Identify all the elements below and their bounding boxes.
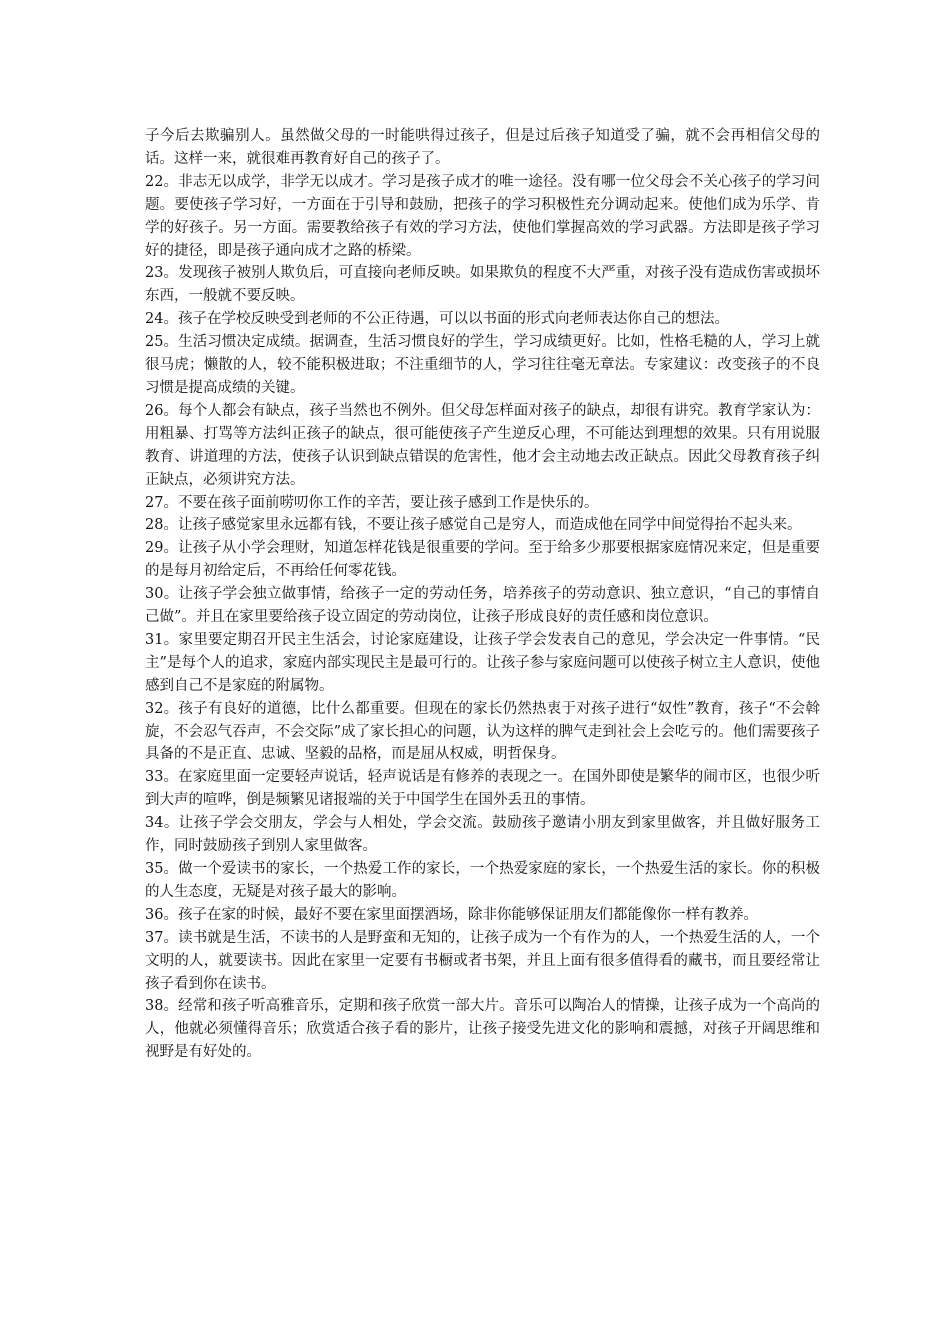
paragraph-item-29: 29。让孩子从小学会理财，知道怎样花钱是很重要的学问。至于给多少那要根据家庭情况来定，但是重要的是每月初给定后，不再给任何零花钱。 xyxy=(145,540,820,580)
paragraph-item-31: 31。家里要定期召开民主生活会，讨论家庭建设，让孩子学会发表自己的意见，学会决定一件事情。“民主”是每个人的追求，家庭内部实现民主是最可行的。让孩子参与家庭问题可以使孩子树立主人意识，使他感到自己不是家庭的附属物。 xyxy=(145,631,820,694)
paragraph-item-33: 33。在家庭里面一定要轻声说话，轻声说话是有修养的表现之一。在国外即使是繁华的闹市区，也很少听到大声的喧哗，倒是频繁见诸报端的关于中国学生在国外丢丑的事情。 xyxy=(145,769,820,809)
paragraph-item-34: 34。让孩子学会交朋友，学会与人相处，学会交流。鼓励孩子邀请小朋友到家里做客，并且做好服务工作，同时鼓励孩子到别人家里做客。 xyxy=(145,815,820,855)
paragraph-item-30: 30。让孩子学会独立做事情，给孩子一定的劳动任务，培养孩子的劳动意识、独立意识，“自己的事情自己做”。并且在家里要给孩子设立固定的劳动岗位，让孩子形成良好的责任感和岗位意识。 xyxy=(145,586,820,626)
paragraph-item-26: 26。每个人都会有缺点，孩子当然也不例外。但父母怎样面对孩子的缺点，却很有讲究。教育学家认为：用粗暴、打骂等方法纠正孩子的缺点，很可能使孩子产生逆反心理，不可能达到理想的效果。只有用说服教育、讲道理的方法，使孩子认识到缺点错误的危害性，他才会主动地去改正缺点。因此父母教育孩子纠正缺点，必须讲究方法。 xyxy=(145,402,820,488)
paragraph-item-25: 25。生活习惯决定成绩。据调查，生活习惯良好的学生，学习成绩更好。比如，性格毛糙的人，学习上就很马虎；懒散的人，较不能积极进取；不注重细节的人，学习往往毫无章法。专家建议：改变孩子的不良习惯是提高成绩的关键。 xyxy=(145,334,820,396)
paragraph-item-22: 22。非志无以成学，非学无以成才。学习是孩子成才的唯一途径。没有哪一位父母会不关心孩子的学习问题。要使孩子学习好，一方面在于引导和鼓励，把孩子的学习积极性充分调动起来。使他们成为乐学、肯学的好孩子。另一方面。需要教给孩子有效的学习方法，使他们掌握高效的学习武器。方法即是孩子学习好的捷径，即是孩子通向成才之路的桥梁。 xyxy=(145,173,820,259)
document-body xyxy=(145,125,820,1064)
paragraph-item-36: 36。孩子在家的时候，最好不要在家里面摆酒场，除非你能够保证朋友们都能像你一样有教养。 xyxy=(145,906,758,923)
paragraph-item-24: 24。孩子在学校反映受到老师的不公正待遇，可以以书面的形式向老师表达你自己的想法。 xyxy=(145,311,729,328)
paragraph-item-35: 35。做一个爱读书的家长，一个热爱工作的家长，一个热爱家庭的家长，一个热爱生活的家长。你的积极的人生态度，无疑是对孩子最大的影响。 xyxy=(145,861,820,900)
paragraph-item-38: 38。经常和孩子听高雅音乐，定期和孩子欣赏一部大片。音乐可以陶冶人的情操，让孩子成为一个高尚的人，他就必须懂得音乐；欣赏适合孩子看的影片，让孩子接受先进文化的影响和震撼，对孩子开阔思维和视野是有好处的。 xyxy=(145,998,820,1061)
paragraph-item-27: 27。不要在孩子面前唠叨你工作的辛苦，要让孩子感到工作是快乐的。 xyxy=(145,494,599,511)
paragraph-item-37: 37。读书就是生活，不读书的人是野蛮和无知的，让孩子成为一个有作为的人，一个热爱生活的人，一个文明的人，就要读书。因此在家里一定要有书橱或者书架，并且上面有很多值得看的藏书，而且要经常让孩子看到你在读书。 xyxy=(145,929,820,992)
paragraph-item-23: 23。发现孩子被别人欺负后，可直接向老师反映。如果欺负的程度不大严重，对孩子没有造成伤害或损坏东西，一般就不要反映。 xyxy=(145,265,820,305)
paragraph-item-32: 32。孩子有良好的道德，比什么都重要。但现在的家长仍然热衷于对孩子进行“奴性”教育，孩子“不会斡旋，不会忍气吞声，不会交际”成了家长担心的问题，认为这样的脾气走到社会上会吃亏的。他们需要孩子具备的不是正直、忠诚、坚毅的品格，而是屈从权威，明哲保身。 xyxy=(145,700,820,763)
paragraph-item-28: 28。让孩子感觉家里永远都有钱，不要让孩子感觉自己是穷人，而造成他在同学中间觉得抬不起头来。 xyxy=(145,517,802,534)
paragraph-continuation: 子今后去欺骗别人。虽然做父母的一时能哄得过孩子，但是过后孩子知道受了骗，就不会再相信父母的话。这样一来，就很难再教育好自己的孩子了。 xyxy=(145,128,820,167)
